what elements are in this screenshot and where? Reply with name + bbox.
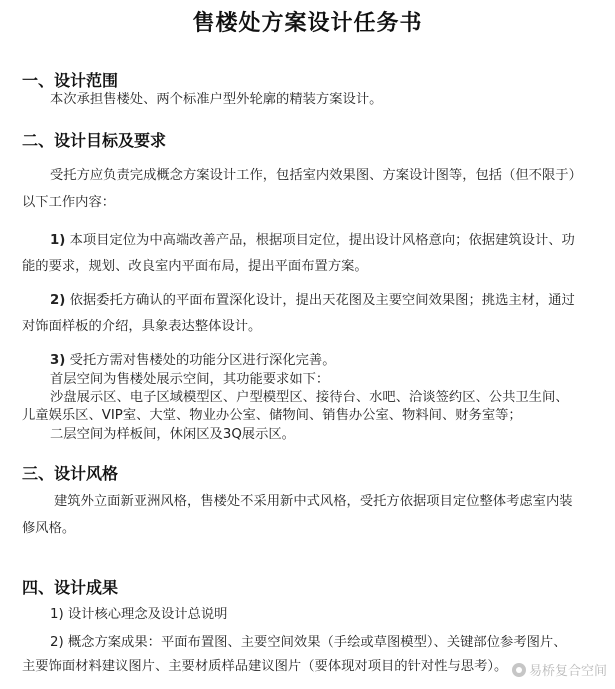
goals-intro-line1: 受托方应负责完成概念方案设计工作，包括室内效果图、方案设计图等，包括（但不限于）	[50, 168, 582, 183]
watermark	[512, 660, 607, 679]
section-heading-goals: 二、设计目标及要求	[22, 131, 167, 150]
goals-item1-line1	[50, 232, 575, 250]
watermark-text: 易桥复合空间	[528, 664, 607, 679]
item-text: 本项目定位为中高端改善产品，根据项目定位，提出设计风格意向；依据建筑设计、功	[69, 233, 575, 248]
goals-item3-line3: 沙盘展示区、电子区域模型区、户型模型区、接待台、水吧、洽谈签约区、公共卫生间、	[50, 390, 569, 405]
goals-item2-line1	[50, 292, 575, 310]
section-heading-deliverables: 四、设计成果	[22, 578, 119, 597]
item-text: 依据委托方确认的平面布置深化设计，提出天花图及主要空间效果图；挑选主材，通过	[69, 293, 575, 308]
goals-item3-line5: 二层空间为样板间，休闲区及3Q展示区。	[50, 427, 295, 442]
goals-item1-line2: 能的要求，规划、改良室内平面布局，提出平面布置方案。	[22, 259, 368, 274]
section-heading-style: 三、设计风格	[22, 464, 119, 483]
document-title: 售楼处方案设计任务书	[192, 10, 423, 36]
style-line1: 建筑外立面新亚洲风格，售楼处不采用新中式风格，受托方依据项目定位整体考虑室内装	[54, 494, 573, 509]
item-number: 3)	[50, 353, 66, 368]
deliverables-item1: 1) 设计核心理念及设计总说明	[50, 607, 228, 622]
deliverables-item2-line2: 主要饰面材料建议图片、主要材质样品建议图片（要体现对项目的针对性与思考）。	[22, 659, 508, 674]
deliverables-item2-line1: 2) 概念方案成果：平面布置图、主要空间效果（手绘或草图模型）、关键部位参考图片、	[50, 635, 567, 650]
scope-text: 本次承担售楼处、两个标准户型外轮廓的精装方案设计。	[50, 92, 383, 107]
wechat-logo-icon	[512, 663, 526, 677]
goals-item3-line1	[50, 352, 336, 370]
item-number: 2)	[50, 293, 66, 308]
item-text: 受托方需对售楼处的功能分区进行深化完善。	[69, 353, 336, 368]
item-number: 1)	[50, 233, 66, 248]
goals-item3-line2: 首层空间为售楼处展示空间，其功能要求如下：	[50, 372, 330, 387]
goals-intro-line2: 以下工作内容：	[22, 195, 116, 210]
section-heading-scope: 一、设计范围	[22, 71, 119, 90]
goals-item3-line4: 儿童娱乐区、VIP室、大堂、物业办公室、储物间、销售办公室、物料间、财务室等；	[22, 408, 522, 423]
style-line2: 修风格。	[22, 521, 76, 536]
goals-item2-line2: 对饰面样板的介绍，具象表达整体设计。	[22, 319, 262, 334]
